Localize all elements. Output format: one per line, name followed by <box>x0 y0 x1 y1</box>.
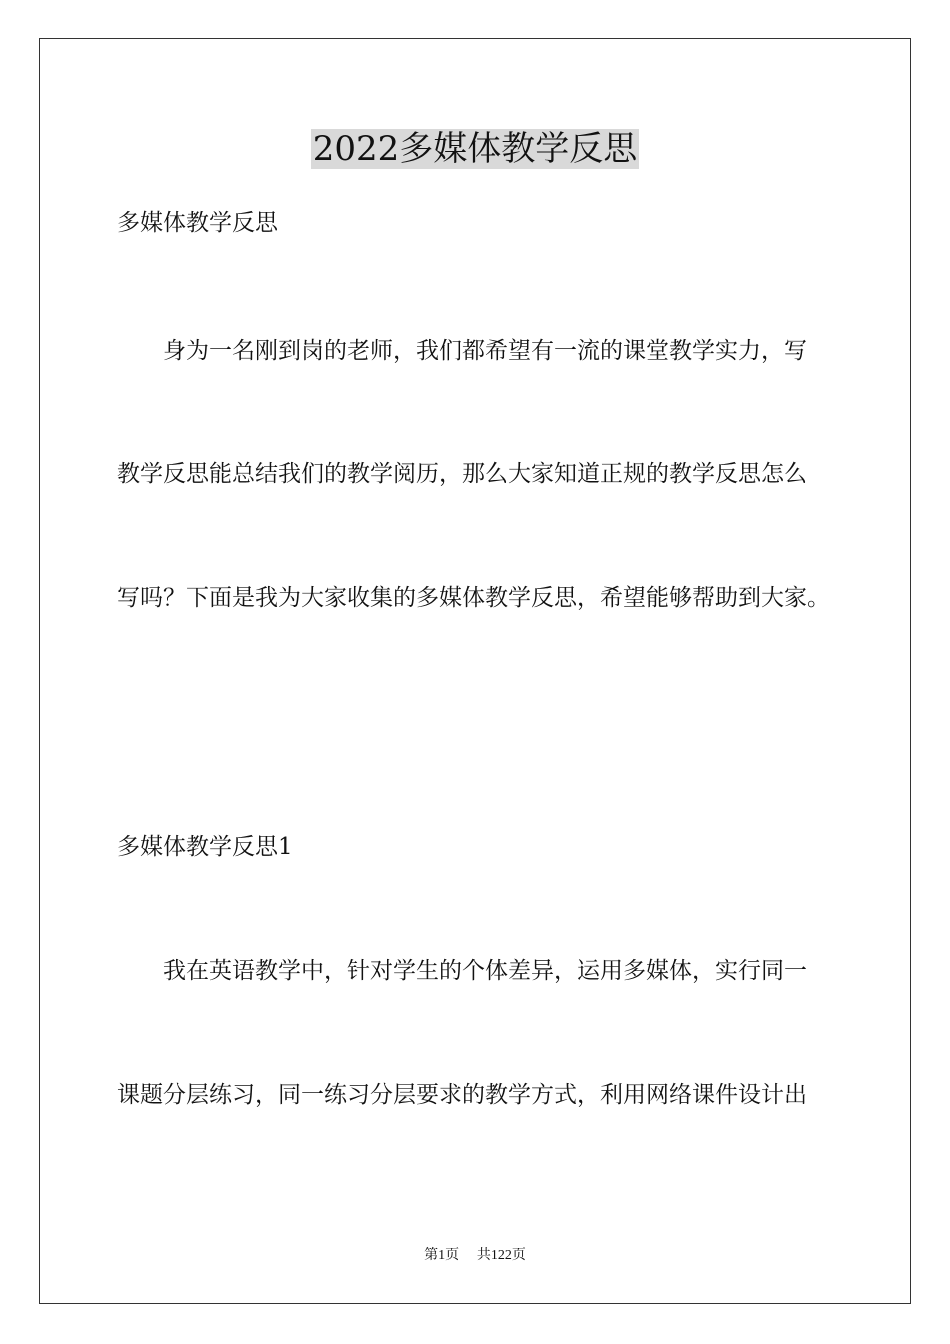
paragraph-line: 写吗？下面是我为大家收集的多媒体教学反思，希望能够帮助到大家。 <box>117 585 830 611</box>
paragraph-line: 我在英语教学中，针对学生的个体差异，运用多媒体，实行同一 <box>163 958 807 984</box>
document-title-text: 2022多媒体教学反思 <box>312 129 638 169</box>
total-pages-suffix: 页 <box>511 1247 526 1263</box>
page-footer <box>0 1245 950 1266</box>
paragraph-line: 身为一名刚到岗的老师，我们都希望有一流的课堂教学实力，写 <box>163 338 807 364</box>
paragraph-line: 教学反思能总结我们的教学阅历，那么大家知道正规的教学反思怎么 <box>117 461 807 487</box>
page-number-prefix: 第 <box>424 1247 439 1263</box>
document-title <box>0 127 950 171</box>
paragraph-line: 课题分层练习，同一练习分层要求的教学方式，利用网络课件设计出 <box>117 1082 807 1108</box>
page-number-suffix: 页 <box>445 1247 460 1263</box>
current-page-number: 1 <box>438 1248 446 1263</box>
section-heading: 多媒体教学反思 <box>117 210 278 236</box>
section-heading: 多媒体教学反思1 <box>117 834 293 860</box>
total-pages-prefix: 共 <box>476 1247 491 1263</box>
total-pages-number: 122 <box>490 1248 512 1263</box>
